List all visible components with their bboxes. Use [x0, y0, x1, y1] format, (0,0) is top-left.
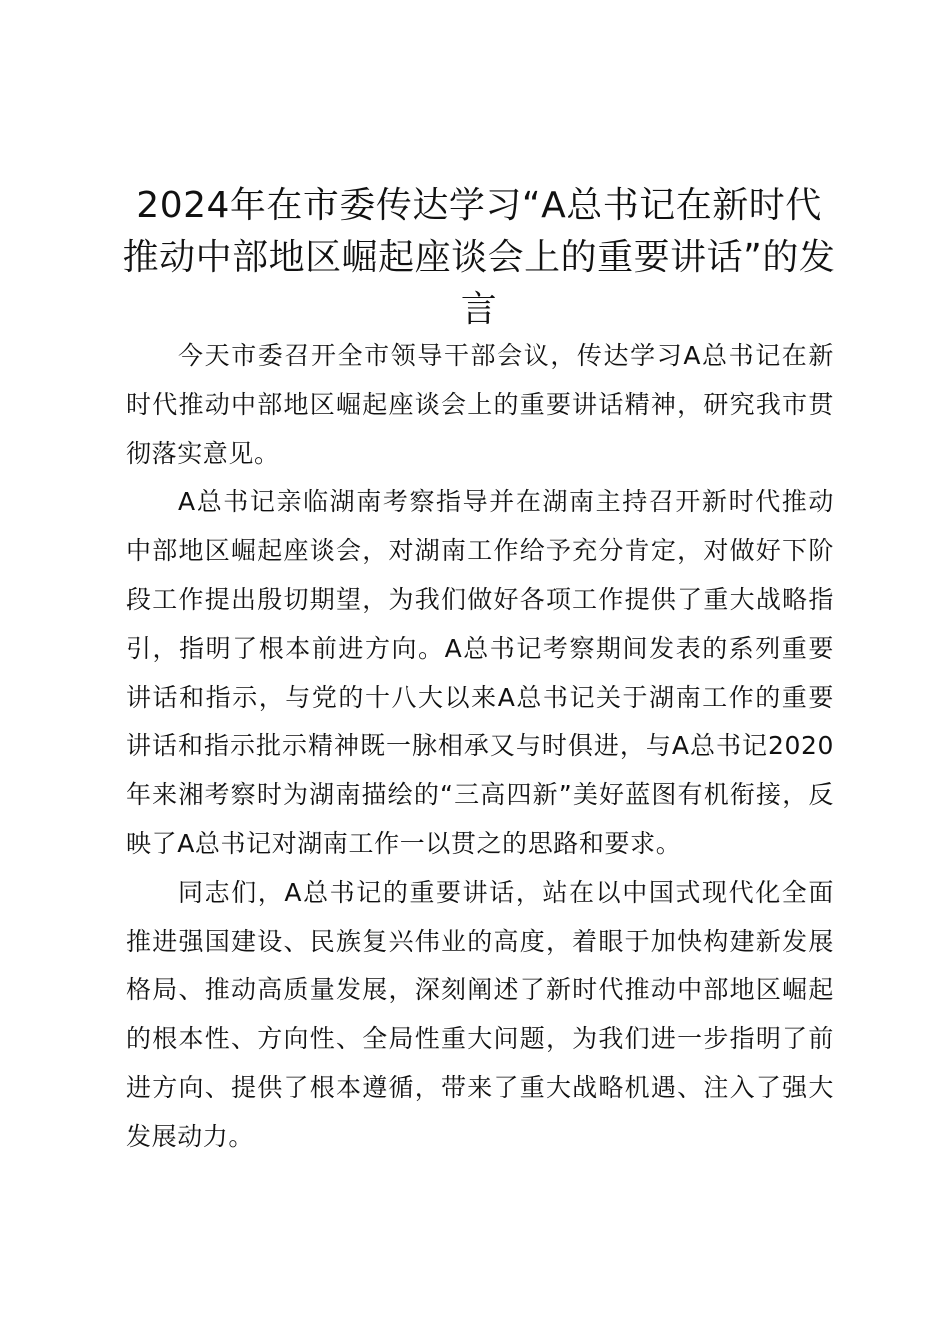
document-title: 2024年在市委传达学习“A总书记在新时代推动中部地区崛起座谈会上的重要讲话”的发言 [122, 185, 836, 330]
paragraph-2: A总书记亲临湖南考察指导并在湖南主持召开新时代推动中部地区崛起座谈会，对湖南工作给予充分肯定，对做好下阶段工作提出殷切期望，为我们做好各项工作提供了重大战略指引，指明了根本前进方向。A总书记考察期间发表的系列重要讲话和指示，与党的十八大以来A总书记关于湖南工作的重要讲话和指示批示精神既一脉相承又与时俱进，与A总书记2020年来湘考察时为湖南描绘的“三高四新”美好蓝图有机衔接，反映了A总书记对湖南工作一以贯之的思路和要求。 [126, 487, 834, 858]
paragraph-3: 同志们，A总书记的重要讲话，站在以中国式现代化全面推进强国建设、民族复兴伟业的高度，着眼于加快构建新发展格局、推动高质量发展，深刻阐述了新时代推动中部地区崛起的根本性、方向性、全局性重大问题，为我们进一步指明了前进方向、提供了根本遵循，带来了重大战略机遇、注入了强大发展动力。 [126, 877, 834, 1151]
paragraph-1: 今天市委召开全市领导干部会议，传达学习A总书记在新时代推动中部地区崛起座谈会上的重要讲话精神，研究我市贯彻落实意见。 [126, 341, 834, 468]
document-body [126, 332, 834, 1162]
